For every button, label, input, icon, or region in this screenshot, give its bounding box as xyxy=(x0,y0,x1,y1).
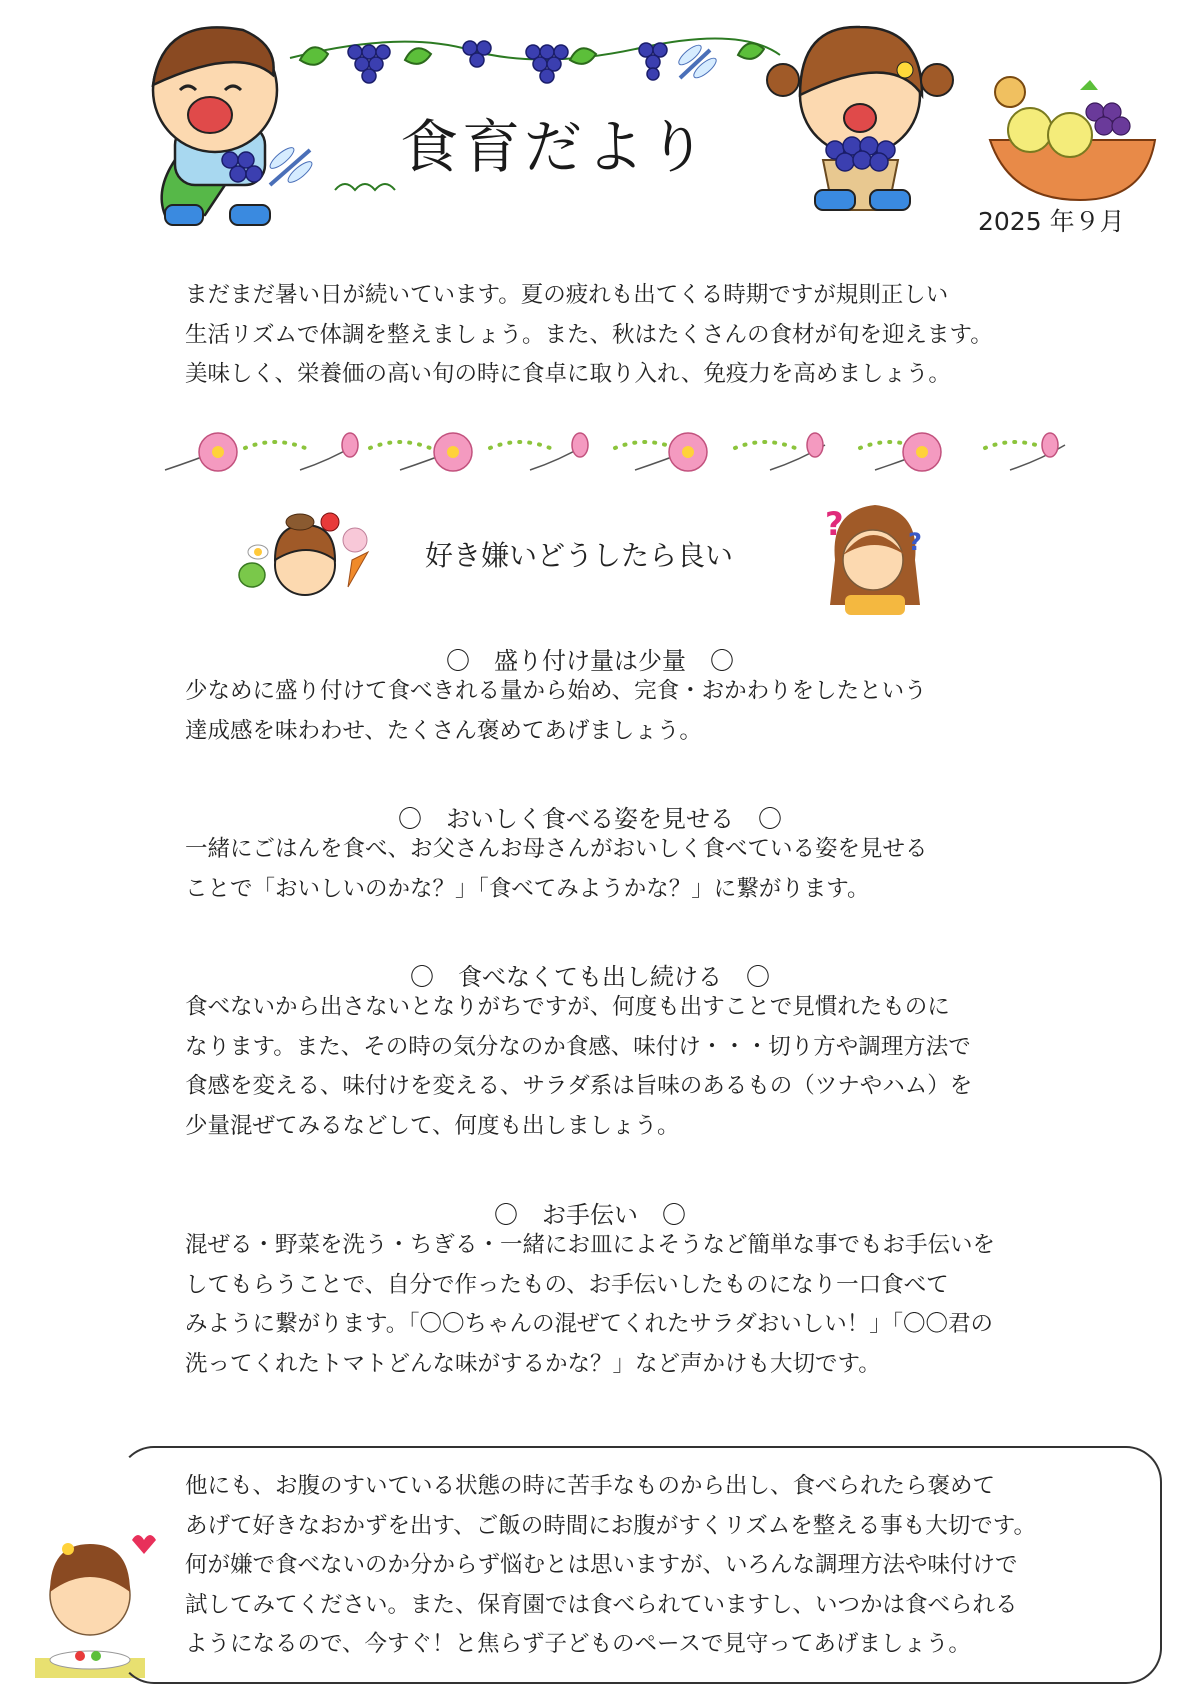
fruit-basket-icon xyxy=(990,77,1155,200)
tip-line: ことで「おいしいのかな？」「食べてみようかな？」に繋がります。 xyxy=(185,875,870,902)
svg-text:?: ? xyxy=(825,505,844,543)
intro-paragraph xyxy=(185,276,993,395)
confused-woman-icon xyxy=(825,505,922,615)
tip-heading: 〇 おいしく食べる姿を見せる 〇 xyxy=(398,805,782,833)
tip-body xyxy=(185,672,927,751)
tip-line: 少なめに盛り付けて食べきれる量から始め、完食・おかわりをしたという xyxy=(185,678,927,704)
tip-line: なります。また、その時の気分なのか食感、味付け・・・切り方や調理方法で xyxy=(185,1033,971,1060)
tip-heading: 〇 食べなくても出し続ける 〇 xyxy=(410,963,770,991)
tip-heading: 〇 盛り付け量は少量 〇 xyxy=(446,647,734,675)
tip-line: 一緒にごはんを食べ、お父さんお母さんがおいしく食べている姿を見せる xyxy=(185,836,928,862)
tip-heading: 〇 お手伝い 〇 xyxy=(494,1201,686,1229)
tip-line: してもらうことで、自分で作ったもの、お手伝いしたものになり一口食べて xyxy=(185,1271,949,1298)
callout-line: あげて好きなおかずを出す、ご飯の時間にお腹がすくリズムを整える事も大切です。 xyxy=(185,1512,1036,1539)
issue-date: 2025 年９月 xyxy=(978,207,1125,236)
tip-body xyxy=(185,1226,995,1384)
tip-body xyxy=(185,988,972,1146)
cosmos-flower-border-icon xyxy=(165,433,1065,471)
callout-line: 他にも、お腹のすいている状態の時に苦手なものから出し、食べられたら褒めて xyxy=(185,1473,996,1499)
child-with-foods-icon xyxy=(239,513,368,595)
tip-line: 達成感を味わわせ、たくさん褒めてあげましょう。 xyxy=(185,717,702,744)
callout-line: 試してみてください。また、保育園では食べられていますし、いつかは食べられる xyxy=(185,1591,1018,1618)
tip-line: 少量混ぜてみるなどして、何度も出しましょう。 xyxy=(185,1112,680,1139)
callout-line: 何が嫌で食べないのか分からず悩むとは思いますが、いろんな調理方法や味付けで xyxy=(185,1552,1018,1578)
tip-line: 食べないから出さないとなりがちですが、何度も出すことで見慣れたものに xyxy=(185,994,950,1020)
tip-body xyxy=(185,830,928,909)
intro-line: まだまだ暑い日が続いています。夏の疲れも出てくる時期ですが規則正しい xyxy=(185,282,949,308)
intro-line: 生活リズムで体調を整えましょう。また、秋はたくさんの食材が旬を迎えます。 xyxy=(185,321,993,348)
callout-text xyxy=(185,1467,1036,1665)
tip-line: 食感を変える、味付けを変える、サラダ系は旨味のあるもの（ツナやハム）を xyxy=(185,1073,973,1099)
boy-eating-grapes-icon xyxy=(153,27,277,225)
intro-line: 美味しく、栄養価の高い旬の時に食卓に取り入れ、免疫力を高めましょう。 xyxy=(185,361,951,387)
section-title: 好き嫌いどうしたら良い xyxy=(425,539,734,572)
tip-line: 洗ってくれたトマトどんな味がするかな？」など声かけも大切です。 xyxy=(185,1350,881,1377)
tip-line: みように繋がります。「〇〇ちゃんの混ぜてくれたサラダおいしい！」「〇〇君の xyxy=(185,1311,993,1337)
girl-with-grape-basket-icon xyxy=(767,27,953,210)
tip-line: 混ぜる・野菜を洗う・ちぎる・一緒にお皿によそうなど簡単な事でもお手伝いを xyxy=(185,1232,996,1258)
page-title: 食育だより xyxy=(400,113,711,181)
svg-text:?: ? xyxy=(908,528,922,556)
callout-line: ようになるので、今すぐ！と焦らず子どものペースで見守ってあげましょう。 xyxy=(185,1631,971,1657)
